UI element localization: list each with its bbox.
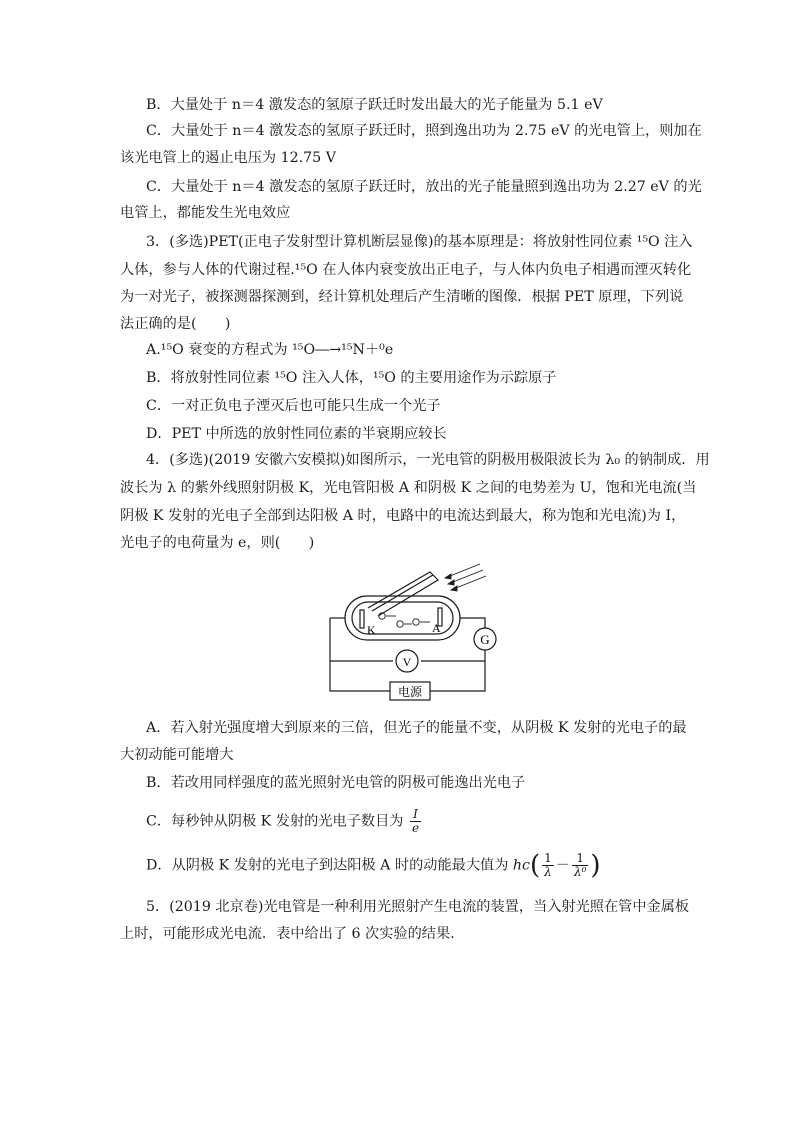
left-paren: ( [530, 850, 541, 881]
galvanometer-label: G [480, 632, 490, 647]
q4-stem-line4: 光电子的电荷量为 e，则( ) [120, 535, 315, 551]
q4-option-d [146, 852, 601, 879]
fraction-denominator: λ [544, 865, 552, 879]
q4-option-a-line1: A．若入射光强度增大到原来的三倍，但光子的能量不变，从阴极 K 发射的光电子的最 [146, 720, 687, 736]
q4-option-a-line2: 大初动能可能增大 [120, 747, 234, 763]
q5-stem-line2: 上时，可能形成光电流．表中给出了 6 次实验的结果. [120, 926, 455, 942]
q2-option-c2-line1: C．大量处于 n＝4 激发态的氢原子跃迁时，放出的光子能量照到逸出功为 2.27 eV 的光 [146, 179, 702, 195]
fraction-one-over-lambda [542, 852, 554, 879]
cathode-label: K [367, 623, 376, 637]
q2-option-c2-line2: 电管上，都能发生光电效应 [120, 205, 291, 221]
q4-option-d-text: D．从阴极 K 发射的光电子到达阳极 A 时的动能最大值为 [146, 857, 513, 874]
q3-option-c: C．一对正负电子湮灭后也可能只生成一个光子 [146, 398, 441, 414]
fraction-numerator: 1 [572, 852, 588, 866]
q5-stem-line1: 5．(2019 北京卷)光电管是一种利用光照射产生电流的装置，当入射光照在管中金属板 [146, 899, 690, 915]
q3-stem-line1: 3．(多选)PET(正电子发射型计算机断层显像)的基本原理是：将放射性同位素 ¹⁵O 注入 [146, 234, 693, 250]
q4-stem-line2: 波长为 λ 的紫外线照射阴极 K，光电管阳极 A 和阴极 K 之间的电势差为 U，饱和光电流(当 [120, 480, 697, 496]
voltmeter-label: V [402, 655, 412, 669]
q3-option-d: D．PET 中所选的放射性同位素的半衰期应较长 [146, 426, 447, 442]
q3-option-a: A.¹⁵O 衰变的方程式为 ¹⁵O―→¹⁵N＋⁰e [146, 342, 394, 358]
q3-stem-line4: 法正确的是( ) [120, 316, 231, 332]
fraction-denominator: e [412, 821, 420, 835]
power-supply-label: 电源 [397, 685, 423, 699]
hc-symbol: hc [512, 857, 530, 874]
anode-label: A [432, 621, 441, 635]
right-paren: ) [590, 850, 601, 881]
fraction-numerator: 1 [544, 851, 552, 865]
q2-option-c1-line1: C．大量处于 n＝4 激发态的氢原子跃迁时，照到逸出功为 2.75 eV 的光电管上，则加在 [146, 123, 702, 139]
q4-option-c-text: C．每秒钟从阴极 K 发射的光电子数目为 [146, 813, 404, 830]
q3-stem-line2: 人体，参与人体的代谢过程.¹⁵O 在人体内衰变放出正电子，与人体内负电子相遇而湮灭转化 [120, 262, 692, 278]
photoelectric-circuit-diagram [320, 558, 500, 708]
fraction-numerator: I [410, 808, 421, 822]
fraction-denominator: λ⁰ [574, 865, 587, 879]
fraction-one-over-lambda0 [572, 852, 588, 879]
q2-option-c1-line2: 该光电管上的遏止电压为 12.75 V [120, 150, 336, 166]
q4-stem-line1: 4．(多选)(2019 安徽六安模拟)如图所示，一光电管的阴极用极限波长为 λ₀ 的钠制成．用 [146, 452, 710, 468]
q3-option-b: B．将放射性同位素 ¹⁵O 注入人体，¹⁵O 的主要用途作为示踪原子 [146, 370, 557, 386]
q4-option-c [146, 808, 423, 835]
q4-stem-line3: 阴极 K 发射的光电子全部到达阳极 A 时，电路中的电流达到最大，称为饱和光电流)为 I， [120, 508, 686, 524]
q3-stem-line3: 为一对光子，被探测器探测到，经计算机处理后产生清晰的图像．根据 PET 原理，下列说 [120, 289, 684, 305]
q4-option-b: B．若改用同样强度的蓝光照射光电管的阴极可能逸出光电子 [146, 775, 526, 791]
q2-option-b: B．大量处于 n＝4 激发态的氢原子跃迁时发出最大的光子能量为 5.1 eV [146, 97, 603, 113]
q4-option-c-fraction [410, 808, 421, 835]
minus-sign: － [555, 857, 570, 874]
